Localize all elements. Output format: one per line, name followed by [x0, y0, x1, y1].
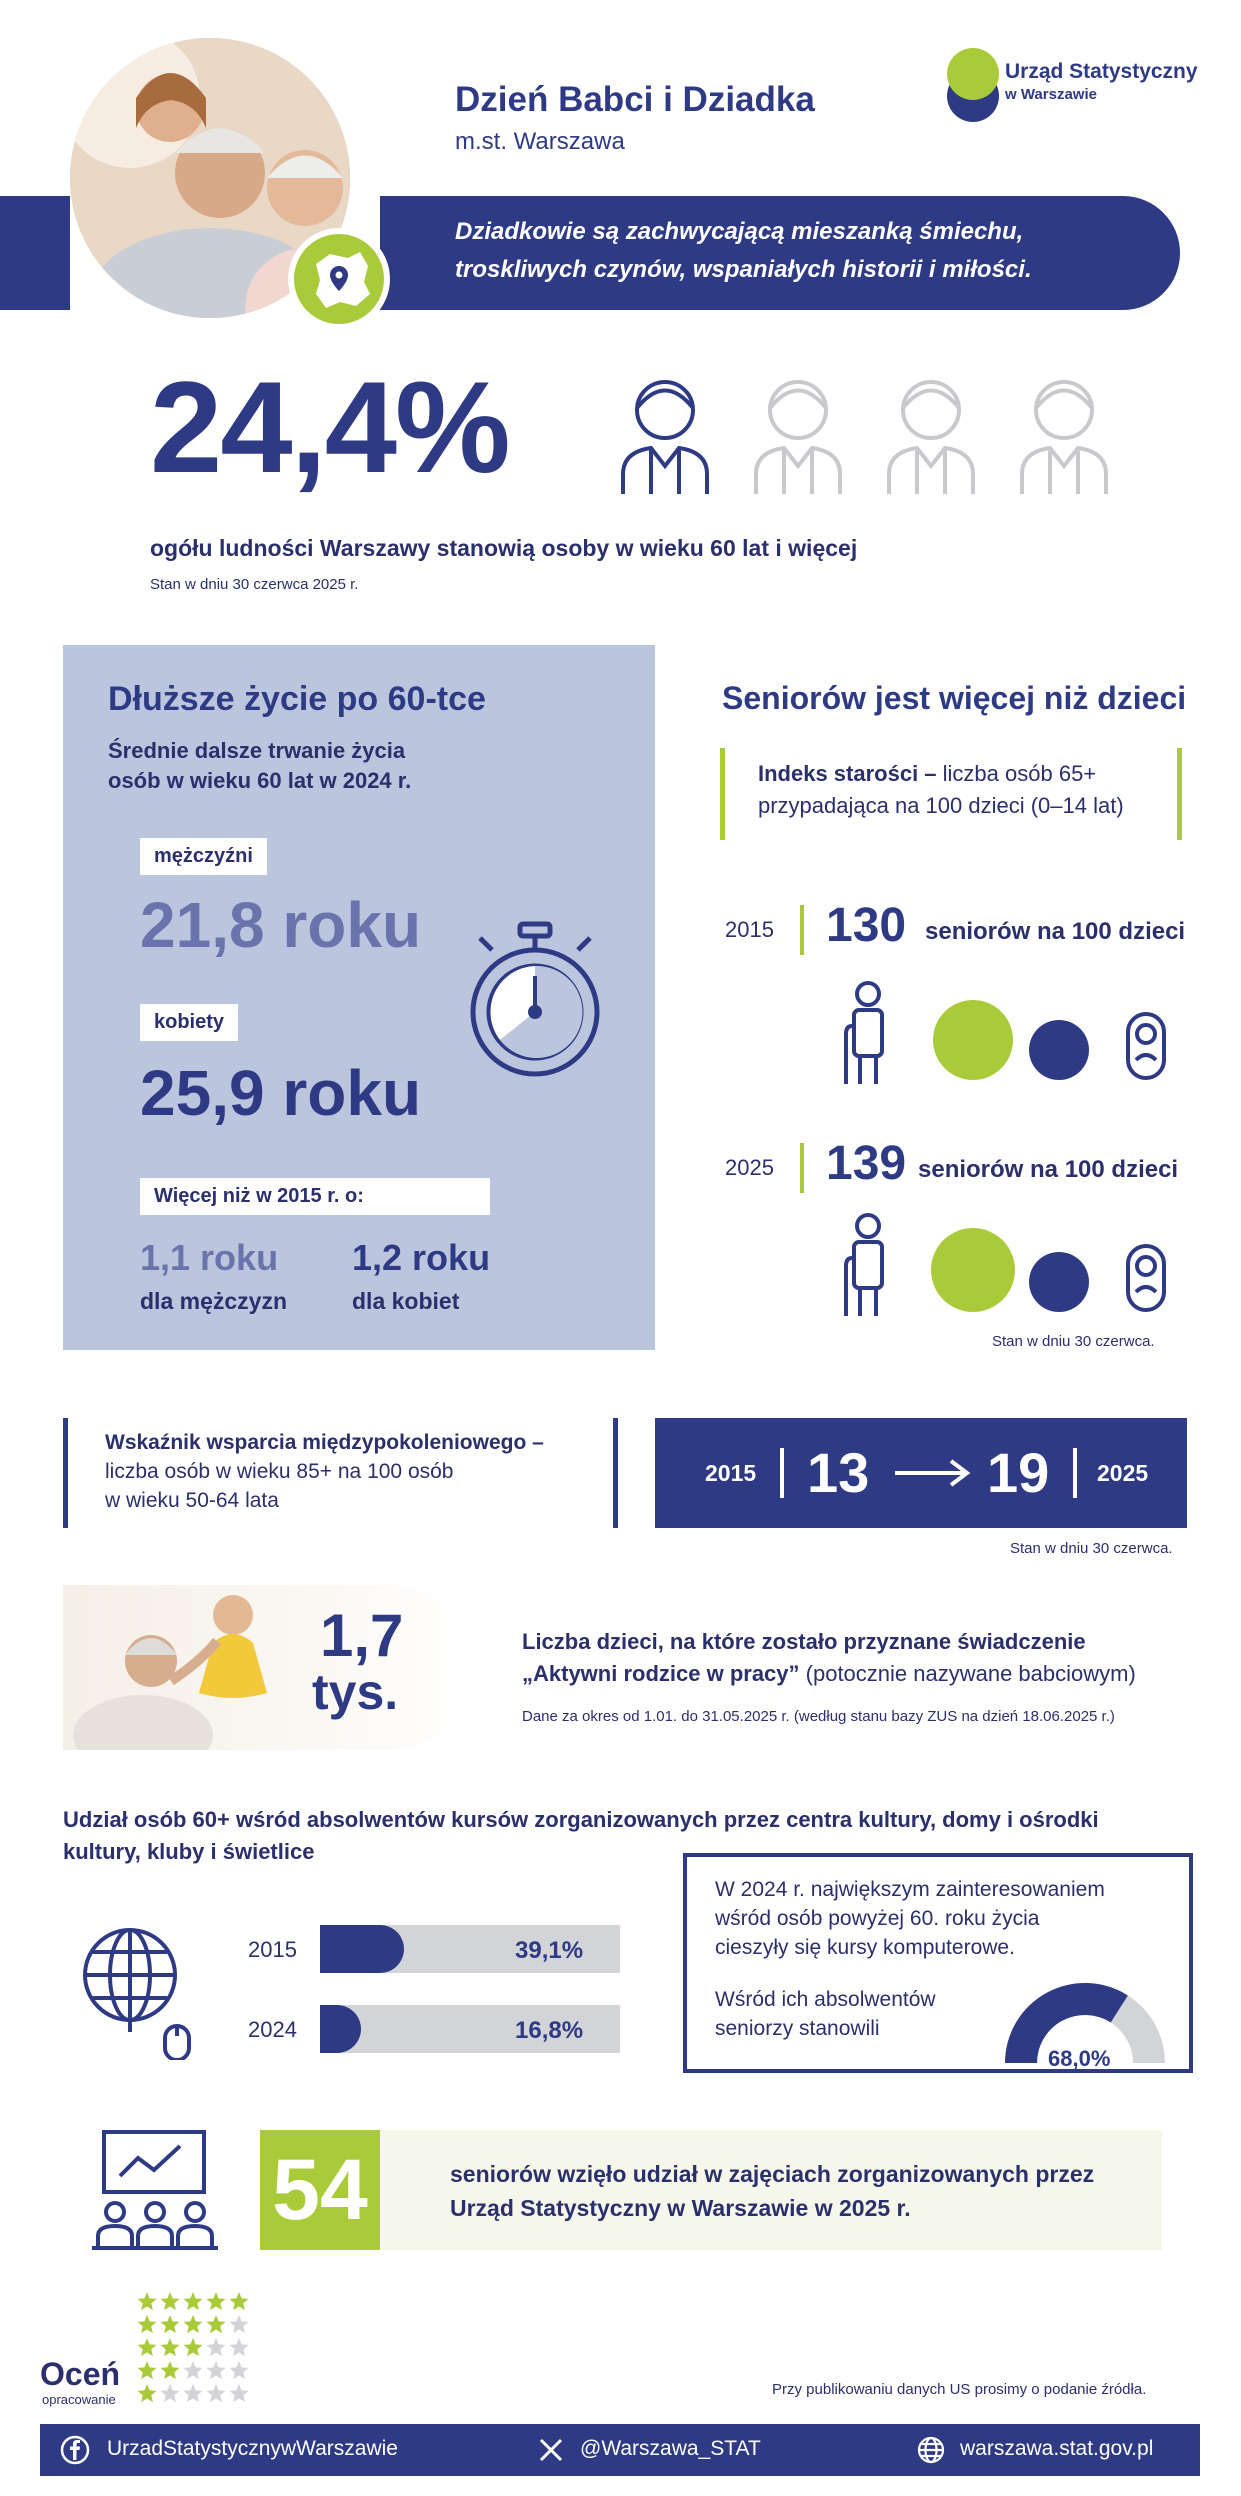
map-pin-icon — [294, 234, 384, 324]
benefit-text — [522, 1626, 1136, 1690]
aging-index-bold: Indeks starości – — [758, 761, 937, 786]
rating-star[interactable] — [230, 2361, 249, 2379]
seniors-event-text — [450, 2157, 1094, 2225]
support-line-2: liczba osób w wieku 85+ na 100 osób — [105, 1460, 454, 1483]
globe-icon[interactable] — [916, 2435, 946, 2465]
rating-star[interactable] — [207, 2361, 226, 2379]
courses-title-line-1: Udział osób 60+ wśród absolwentów kursów zorganizowanych przez centra kultury, domy i ośrodki — [63, 1807, 1099, 1832]
life-desc-line-1: Średnie dalsze trwanie życia — [108, 738, 406, 763]
senior-icon — [846, 1215, 882, 1316]
rating-stars-icon[interactable] — [135, 2290, 255, 2410]
footer-x-link[interactable]: @Warszawa_STAT — [580, 2437, 761, 2460]
rating-star[interactable] — [207, 2315, 226, 2333]
logo-mark-icon — [945, 48, 1001, 126]
logo — [945, 48, 1198, 128]
aging-year-2015: 2015 — [725, 917, 774, 942]
courses-box-text-2 — [715, 1985, 936, 2043]
benefit-line-2-bold: „Aktywni rodzice w pracy” — [522, 1661, 800, 1686]
support-year-from: 2015 — [705, 1460, 757, 1486]
life-title: Dłuższe życie po 60-tce — [108, 680, 486, 718]
courses-box-line-5: seniorzy stanowili — [715, 2017, 880, 2040]
quote-text — [455, 213, 1155, 289]
facebook-icon[interactable] — [60, 2435, 90, 2465]
courses-title-line-2: kultury, kluby i świetlice — [63, 1839, 315, 1864]
aging-year-2025: 2025 — [725, 1155, 774, 1180]
rating-star[interactable] — [230, 2384, 249, 2402]
rating-star[interactable] — [161, 2315, 180, 2333]
rate-sublabel: opracowanie — [42, 2392, 116, 2407]
baby-icon — [1128, 1014, 1164, 1078]
aging-divider-2 — [800, 1143, 804, 1193]
rating-star[interactable] — [184, 2315, 203, 2333]
course-bar-label-2015: 39,1% — [515, 1937, 584, 1964]
men-more-value: 1,1 roku — [140, 1237, 279, 1278]
support-box — [655, 1418, 1187, 1528]
baby-icon — [1128, 1246, 1164, 1310]
rating-star[interactable] — [184, 2292, 203, 2310]
rate-widget[interactable] — [40, 2290, 255, 2410]
computer-globe — [75, 1920, 215, 2060]
seniors-event-line-1: seniorów wzięło udział w zajęciach zorganizowanych przez — [450, 2161, 1095, 2187]
logo-line-1: Urząd Statystyczny — [1005, 60, 1198, 83]
rating-star[interactable] — [138, 2361, 157, 2379]
women-value: 25,9 roku — [140, 1057, 422, 1129]
x-icon[interactable] — [538, 2437, 564, 2463]
aging-note: Stan w dniu 30 czerwca. — [992, 1333, 1155, 1350]
rating-star[interactable] — [184, 2361, 203, 2379]
rating-star[interactable] — [138, 2292, 157, 2310]
courses-box-left-edge — [683, 1853, 687, 2073]
stopwatch-icon — [460, 920, 610, 1080]
support-divider-2 — [1073, 1448, 1077, 1498]
courses-box-line-1: W 2024 r. największym zainteresowaniem — [715, 1878, 1105, 1901]
support-value-from: 13 — [807, 1441, 870, 1504]
seniors-circle — [931, 1228, 1015, 1312]
rating-star[interactable] — [138, 2315, 157, 2333]
globe-mouse-icon — [75, 1920, 215, 2060]
men-more-label: dla mężczyzn — [140, 1288, 287, 1314]
courses-box-line-4: Wśród ich absolwentów — [715, 1988, 936, 2011]
stopwatch — [460, 920, 610, 1080]
support-right-line — [613, 1418, 618, 1528]
person-icon-highlighted — [623, 382, 707, 494]
rating-star[interactable] — [230, 2315, 249, 2333]
course-bar-year-2015: 2015 — [248, 1937, 297, 1962]
person-icons — [615, 372, 1135, 497]
quote-line-2: troskliwych czynów, wspaniałych historii i miłości. — [455, 256, 1032, 283]
seniors-circle — [933, 1000, 1013, 1080]
rating-star[interactable] — [184, 2384, 203, 2402]
rating-star[interactable] — [138, 2338, 157, 2356]
aging-index-right-line — [1177, 748, 1182, 840]
rating-star[interactable] — [207, 2292, 226, 2310]
seniors-event-line-2: Urząd Statystyczny w Warszawie w 2025 r. — [450, 2195, 911, 2221]
aging-index-left-line — [720, 748, 725, 840]
location-badge — [288, 228, 390, 330]
rating-star[interactable] — [161, 2338, 180, 2356]
women-more-value: 1,2 roku — [352, 1237, 491, 1278]
senior-vs-child-icons-2025 — [838, 1210, 1188, 1325]
rating-star[interactable] — [207, 2384, 226, 2402]
population-icons — [615, 372, 1135, 497]
gauge-label: 68,0% — [1048, 2046, 1111, 2071]
presentation-icon — [90, 2128, 220, 2253]
rating-star[interactable] — [184, 2338, 203, 2356]
aging-graphic-2025 — [838, 1210, 1188, 1325]
courses-box-line-3: cieszyły się kursy komputerowe. — [715, 1936, 1015, 1959]
benefit-photo — [63, 1585, 473, 1750]
support-note: Stan w dniu 30 czerwca. — [1010, 1540, 1173, 1557]
life-description — [108, 736, 411, 796]
footer-web-link[interactable]: warszawa.stat.gov.pl — [960, 2437, 1154, 2460]
benefit-unit: tys. — [312, 1664, 399, 1720]
courses-box-right-edge — [1189, 1853, 1193, 2073]
arrow-right-icon — [893, 1458, 973, 1488]
aging-value-2015: 130 — [826, 899, 907, 952]
course-bar-year-2024: 2024 — [248, 2017, 297, 2042]
population-description: ogółu ludności Warszawy stanowią osoby w wieku 60 lat i więcej — [150, 535, 858, 561]
rating-star[interactable] — [207, 2338, 226, 2356]
men-value: 21,8 roku — [140, 889, 422, 961]
logo-line-2: w Warszawie — [1005, 86, 1097, 103]
support-definition — [105, 1428, 544, 1515]
aging-unit-2015: seniorów na 100 dzieci — [925, 918, 1186, 945]
rating-star[interactable] — [161, 2292, 180, 2310]
page-subtitle: m.st. Warszawa — [455, 128, 625, 155]
quote-line-1: Dziadkowie są zachwycającą mieszanką śmiechu, — [455, 218, 1024, 245]
header-band-left — [0, 196, 70, 310]
support-year-to: 2025 — [1097, 1460, 1149, 1486]
footer-bar — [40, 2424, 1200, 2476]
benefit-note: Dane za okres od 1.01. do 31.05.2025 r. (według stanu bazy ZUS na dzień 18.06.2025 r.) — [522, 1708, 1115, 1725]
aging-index-definition — [758, 758, 1124, 822]
person-icon-grey — [756, 382, 1106, 494]
footer-facebook-link[interactable]: UrzadStatystycznywWarszawie — [107, 2437, 398, 2460]
courses-box-bottom-edge — [683, 2069, 1193, 2073]
support-divider-1 — [780, 1448, 784, 1498]
course-bar-label-2024: 16,8% — [515, 2017, 584, 2044]
more-label: Więcej niż w 2015 r. o: — [140, 1178, 490, 1215]
rating-star[interactable] — [161, 2361, 180, 2379]
grandmother-child-illustration — [63, 1585, 293, 1750]
aging-index-line-2: przypadająca na 100 dzieci (0–14 lat) — [758, 793, 1124, 818]
children-circle — [1029, 1252, 1089, 1312]
men-label: mężczyźni — [140, 838, 267, 875]
support-value-to: 19 — [987, 1441, 1050, 1504]
seniors-event-value: 54 — [260, 2130, 380, 2250]
life-desc-line-2: osób w wieku 60 lat w 2024 r. — [108, 768, 412, 793]
rating-star[interactable] — [230, 2292, 249, 2310]
rating-star[interactable] — [161, 2384, 180, 2402]
rate-label: Oceń — [40, 2356, 121, 2392]
course-bar-2015 — [320, 1925, 404, 1973]
population-percent: 24,4% — [150, 354, 509, 500]
courses-box-line-2: wśród osób powyżej 60. roku życia — [715, 1907, 1040, 1930]
rating-star[interactable] — [138, 2384, 157, 2402]
senior-vs-child-icons-2015 — [838, 980, 1188, 1090]
aging-index-rest: liczba osób 65+ — [936, 761, 1097, 786]
courses-box-text — [715, 1875, 1105, 1962]
aging-graphic-2015 — [838, 980, 1188, 1090]
page-title: Dzień Babci i Dziadka — [455, 80, 815, 119]
population-note: Stan w dniu 30 czerwca 2025 r. — [150, 576, 359, 593]
benefit-line-1: Liczba dzieci, na które zostało przyznane świadczenie — [522, 1629, 1086, 1654]
senior-icon — [846, 983, 882, 1084]
source-note: Przy publikowaniu danych US prosimy o podanie źródła. — [772, 2381, 1147, 2398]
aging-value-2025: 139 — [826, 1137, 907, 1190]
aging-title: Seniorów jest więcej niż dzieci — [722, 680, 1187, 716]
benefit-value: 1,7 — [320, 1602, 404, 1669]
women-label: kobiety — [140, 1004, 238, 1041]
support-line-3: w wieku 50-64 lata — [105, 1489, 279, 1512]
rating-star[interactable] — [230, 2338, 249, 2356]
presentation-graphic — [90, 2128, 220, 2253]
children-circle — [1029, 1020, 1089, 1080]
women-more-label: dla kobiet — [352, 1288, 460, 1314]
support-title: Wskaźnik wsparcia międzypokoleniowego – — [105, 1431, 544, 1454]
aging-divider-1 — [800, 905, 804, 955]
benefit-line-2-rest: (potocznie nazywane babciowym) — [799, 1661, 1136, 1686]
aging-unit-2025: seniorów na 100 dzieci — [918, 1156, 1179, 1183]
support-left-line — [63, 1418, 68, 1528]
